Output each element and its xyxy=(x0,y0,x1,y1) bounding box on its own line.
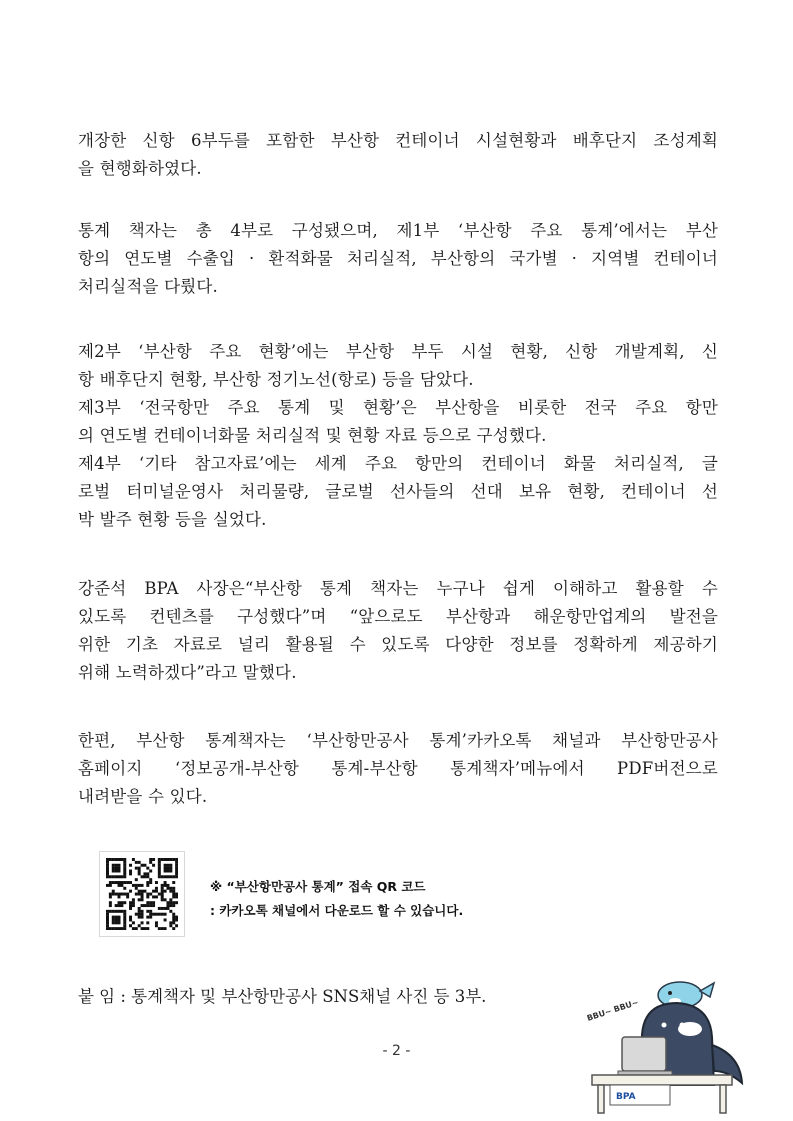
speech-text xyxy=(586,998,640,1023)
text-line: 처리실적을 다뤘다. xyxy=(78,277,219,296)
text-line: 항의 연도별 수출입 · 환적화물 처리실적, 부산항의 국가별 · 지역별 컨테이너 xyxy=(78,249,718,268)
desk-icon xyxy=(592,1075,732,1113)
mascot-illustration xyxy=(582,975,752,1115)
svg-text:BBU~ BBU~: BBU~ BBU~ xyxy=(585,997,640,1023)
text-line: 박 발주 현황 등을 실었다. xyxy=(78,510,267,529)
text-line: 위한 기초 자료로 널리 활용될 수 있도록 다양한 정보를 정확하게 제공하기 xyxy=(78,635,718,654)
paragraph-download-info xyxy=(78,727,718,811)
qr-caption-title: ※ “부산항만공사 통계” 접속 QR 코드 xyxy=(210,879,426,894)
attachment-note: 붙 임 : 통계책자 및 부산항만공사 SNS채널 사진 등 3부. xyxy=(78,987,487,1006)
text-line: 제4부 ‘기타 참고자료’에는 세계 주요 항만의 컨테이너 화물 처리실적, 글 xyxy=(78,454,718,473)
svg-text:BPA: BPA xyxy=(616,1092,636,1102)
laptop-icon xyxy=(618,1037,672,1076)
text-line: 개장한 신항 6부두를 포함한 부산항 컨테이너 시설현황과 배후단지 조성계획 xyxy=(78,131,718,150)
text-line: 제3부 ‘전국항만 주요 통계 및 현황’은 부산항을 비롯한 전국 주요 항만 xyxy=(78,398,718,417)
text-line: 있도록 컨텐츠를 구성했다”며 “앞으로도 부산항과 해운항만업계의 발전을 xyxy=(78,607,718,626)
text-line: 제2부 ‘부산항 주요 현황’에는 부산항 부두 시설 현황, 신항 개발계획, 신 xyxy=(78,342,718,361)
qr-caption xyxy=(210,875,463,923)
text-line: 한편, 부산항 통계책자는 ‘부산항만공사 통계’카카오톡 채널과 부산항만공사 xyxy=(78,731,718,750)
text-line: 강준석 BPA 사장은“부산항 통계 책자는 누구나 쉽게 이해하고 활용할 수 xyxy=(78,579,718,598)
text-line: 의 연도별 컨테이너화물 처리실적 및 현황 자료 등으로 구성했다. xyxy=(78,426,547,445)
text-line: 로벌 터미널운영사 처리물량, 글로벌 선사들의 선대 보유 현황, 컨테이너 선 xyxy=(78,482,718,501)
paragraph-parts-2-4 xyxy=(78,338,718,534)
text-line: 위해 노력하겠다”라고 말했다. xyxy=(78,663,297,682)
paragraph-book-structure xyxy=(78,217,718,301)
paragraph-ceo-quote xyxy=(78,575,718,687)
qr-caption-note: : 카카오톡 채널에서 다운로드 할 수 있습니다. xyxy=(210,903,464,918)
text-line: 항 배후단지 현황, 부산항 정기노선(항로) 등을 담았다. xyxy=(78,370,474,389)
paragraph-terminal-update xyxy=(78,127,718,183)
qr-code-icon xyxy=(106,858,178,930)
text-line: 홈페이지 ‘정보공개-부산항 통계-부산항 통계책자’메뉴에서 PDF버전으로 xyxy=(78,759,718,778)
text-line: 을 현행화하였다. xyxy=(78,159,202,178)
qr-code[interactable] xyxy=(99,851,185,937)
text-line: 통계 책자는 총 4부로 구성됐으며, 제1부 ‘부산항 주요 통계’에서는 부산 xyxy=(78,221,718,240)
page-number: - 2 - xyxy=(382,1043,411,1059)
text-line: 내려받을 수 있다. xyxy=(78,787,208,806)
